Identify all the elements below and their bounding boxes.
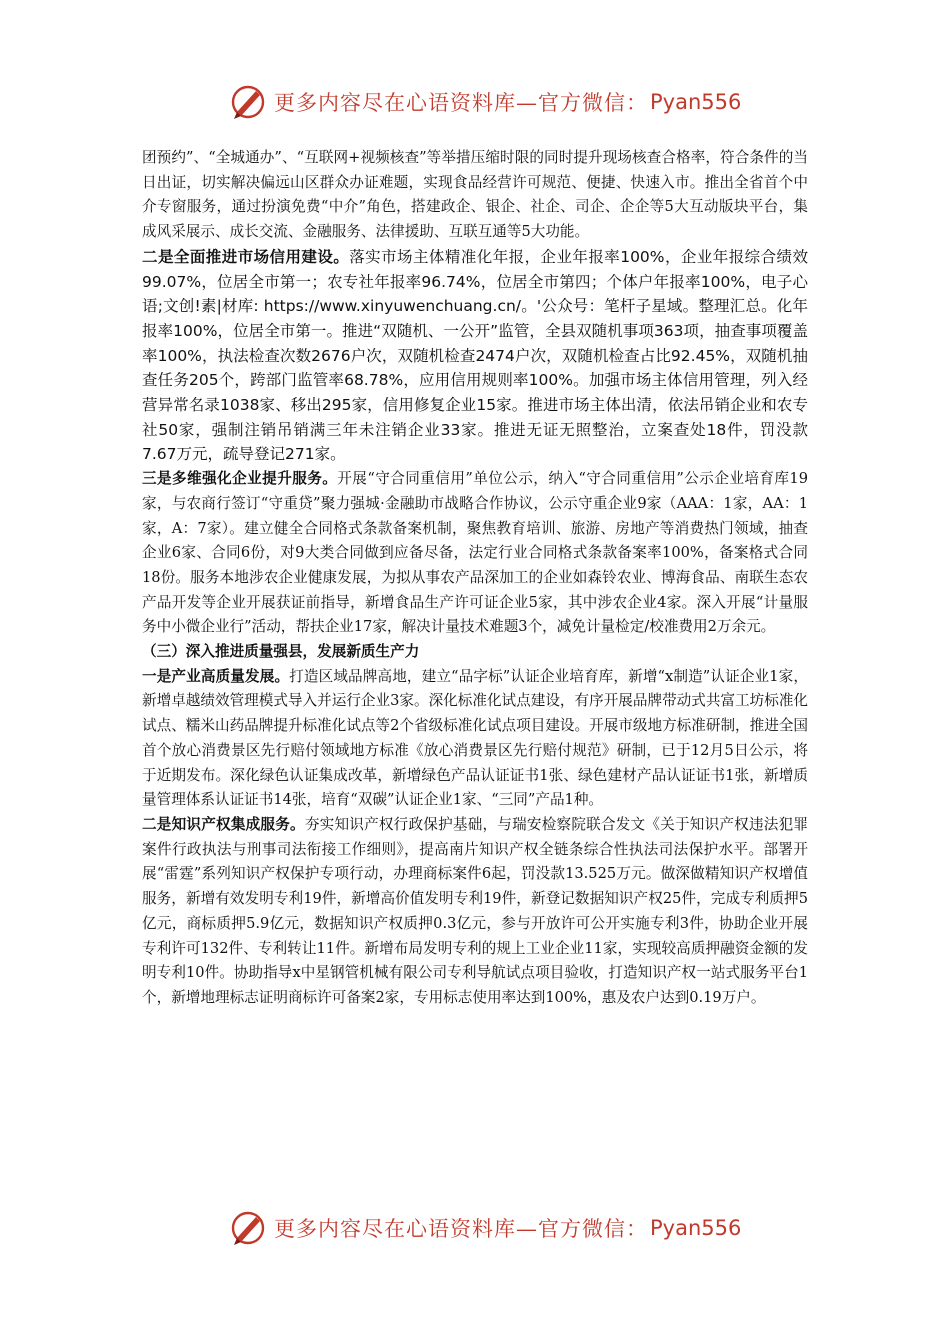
banner-text: 更多内容尽在心语资料库—官方微信：: [274, 1217, 648, 1241]
footer-banner: [228, 1206, 741, 1250]
banner-code: Pyan556: [650, 90, 742, 114]
pen-logo-icon: [228, 82, 268, 122]
section-heading: （三）深入推进质量强县，发展新质生产力: [142, 643, 420, 661]
pen-logo-icon: [228, 1208, 268, 1248]
paragraph-ip: [142, 813, 808, 1011]
banner-text: 更多内容尽在心语资料库—官方微信：: [274, 91, 648, 115]
header-banner: [228, 80, 741, 124]
paragraph-body: 打造区域品牌高地，建立“品字标”认证企业培育库，新增“x制造”认证企业1家，新增卓越绩效管理模式导入并运行企业3家。深化标准化试点建设，有序开展品牌带动式共富工坊标准化试点、糯米山药品牌提升标准化试点等2个省级标准化试点项目建设。开展市级地方标准研制，推进全国首个放心消费景区先行赔付领域地方标准《放心消费景区先行赔付规范》研制，已于12月5日公示，将于近期发布。深化绿色认证集成改革，新增绿色产品认证证书1张、绿色建材产品认证证书1张，新增质量管理体系认证证书14张，培育“双碳”认证企业1家、“三同”产品1种。: [142, 667, 809, 809]
paragraph-lead: 一是产业高质量发展。: [142, 667, 290, 685]
paragraph-body: 开展“守合同重信用”单位公示，纳入“守合同重信用”公示企业培育库19家，与农商行签订“守重贷”聚力强城·金融助市战略合作协议，公示守重企业9家（AAA：1家，AA：1家，A：7家）。建立健全合同格式条款备案机制，聚焦教育培训、旅游、房地产等消费热门领域，抽查企业6家、合同6份，对9大类合同做到应备尽备，法定行业合同格式条款备案率100%，备案格式合同18份。服务本地涉农企业健康发展，为拟从事农产品深加工的企业如森铃农业、博海食品、南联生态农产品开发等企业开展获证前指导，新增食品生产许可证企业5家，其中涉农企业4家。深入开展“计量服务中小微企业行”活动，帮扶企业17家，解决计量技术难题3个，减免计量检定/校准费用2万余元。: [142, 470, 808, 636]
paragraph-service: [142, 467, 808, 640]
paragraph-lead: 二是知识产权集成服务。: [142, 815, 305, 833]
document-body: [142, 146, 808, 1011]
paragraph-body: 落实市场主体精准化年报，企业年报率100%，企业年报综合绩效99.07%，位居全市第一；农专社年报率96.74%，位居全市第四；个体户年报率100%，电子心语;文创!素|材库: https://www.xinyuwenchuang.cn/。'公众号：笔杆子星域。整理汇总。化年报率100%，位居全市第一。推进“双随机、一公开”监管，全县双随机事项363项，抽查事项覆盖率100%，执法检查次数2676户次，双随机检查2474户次，双随机检查占比92.45%，双随机抽查任务205个，跨部门监管率68.78%，应用信用规则率100%。加强市场主体信用管理，列入经营异常名录1038家、移出295家，信用修复企业15家。推进市场主体出清，依法吊销企业和农专社50家，强制注销吊销满三年未注销企业33家。推进无证无照整治，立案查处18件，罚没款7.67万元，疏导登记271家。: [142, 247, 808, 464]
paragraph-lead: 三是多维强化企业提升服务。: [142, 470, 338, 488]
paragraph: 团预约”、“全城通办”、“互联网+视频核查”等举措压缩时限的同时提升现场核查合格率，符合条件的当日出证，切实解决偏远山区群众办证难题，实现食品经营许可规范、便捷、快速入市。推出全省首个中介专窗服务，通过扮演免费“中介”角色，搭建政企、银企、社企、司企、企企等5大互动版块平台，集成风采展示、成长交流、金融服务、法律援助、互联互通等5大功能。: [142, 149, 808, 241]
paragraph-body: 夯实知识产权行政保护基础，与瑞安检察院联合发文《关于知识产权违法犯罪案件行政执法与刑事司法衔接工作细则》，提高南片知识产权全链条综合性执法司法保护水平。部署开展“雷霆”系列知识产权保护专项行动，办理商标案件6起，罚没款13.525万元。做深做精知识产权增值服务，新增有效发明专利19件，新增高价值发明专利19件，新登记数据知识产权25件，完成专利质押5亿元，商标质押5.9亿元，数据知识产权质押0.3亿元，参与开放许可公开实施专利3件，协助企业开展专利许可132件、专利转让11件。新增布局发明专利的规上工业企业11家，实现较高质押融资金额的发明专利10件。协助指导x中星钢管机械有限公司专利导航试点项目验收，打造知识产权一站式服务平台1个，新增地理标志证明商标许可备案2家，专用标志使用率达到100%，惠及农户达到0.19万户。: [142, 815, 808, 1006]
paragraph-industry: [142, 665, 808, 813]
paragraph-lead: 二是全面推进市场信用建设。: [142, 247, 350, 266]
paragraph-credit: [142, 245, 808, 467]
banner-code: Pyan556: [650, 1216, 742, 1240]
